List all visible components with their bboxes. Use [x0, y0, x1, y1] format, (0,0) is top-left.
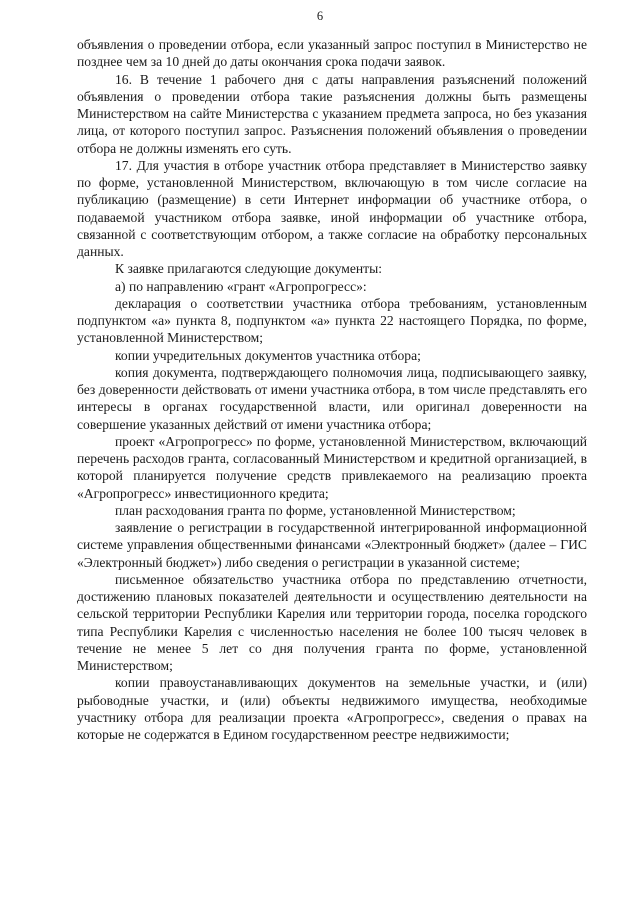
- paragraph-16: 16. В течение 1 рабочего дня с даты направления разъяснений положений объявления о проведении отбора такие разъяснения должны быть размещены Министерством на сайте Министерства с указанием предмета запроса, но без указания лица, от которого поступил запрос. Разъяснения положений объявления о проведении отбора не должны изменять его суть.: [77, 71, 587, 156]
- paragraph-founding-docs: копии учредительных документов участника отбора;: [115, 347, 421, 363]
- paragraph-spending-plan: план расходования гранта по форме, установленной Министерством;: [115, 502, 516, 518]
- paragraph-item-a: а) по направлению «грант «Агропрогресс»:: [115, 278, 367, 294]
- paragraph-project: проект «Агропрогресс» по форме, установленной Министерством, включающий перечень расходов гранта, согласованный Министерством и кредитной организацией, в которой планируется получение средств привлекаемого на реализацию проекта «Агропрогресс» инвестиционного кредита;: [77, 433, 587, 501]
- paragraph-title-docs: копии правоустанавливающих документов на земельные участки, и (или) рыбоводные участки, и (или) объекты недвижимого имущества, необходимые участнику отбора для реализации проекта «Агропрогресс», сведения о правах на которые не содержатся в Едином государственном реестре недвижимости;: [77, 675, 587, 742]
- paragraph-registration: заявление о регистрации в государственной интегрированной информационной системе управления общественными финансами «Электронный бюджет» (далее – ГИС «Электронный бюджет») либо сведения о регистрации в указанной системе;: [77, 520, 587, 570]
- paragraph-attachments-intro: К заявке прилагаются следующие документы:: [115, 261, 382, 277]
- paragraph-declaration: декларация о соответствии участника отбора требованиям, установленным подпунктом «а» пункта 8, подпунктом «а» пункта 22 настоящего Порядка, по форме, установленной Министерством;: [77, 295, 587, 346]
- paragraph-continuation: объявления о проведении отбора, если указанный запрос поступил в Министерство не позднее чем за 10 дней до даты окончания срока подачи заявок.: [77, 37, 587, 70]
- page-number: 6: [316, 9, 324, 23]
- paragraph-17: 17. Для участия в отборе участник отбора представляет в Министерство заявку по форме, установленной Министерством, включающую в том числе согласие на публикацию (размещение) в сети Интернет информации об участнике отбора, о подаваемой участником отбора заявке, иной информации об участнике отбора, связанной с соответствующим отбором, а также согласие на обработку персональных данных.: [77, 157, 587, 259]
- document-body: [77, 36, 587, 743]
- paragraph-authority-doc: копия документа, подтверждающего полномочия лица, подписывающего заявку, без доверенности действовать от имени участника отбора, в том числе представлять его интересы в органах государственной власти, или оригинал доверенности на совершение указанных действий от имени участника отбора;: [77, 364, 587, 432]
- paragraph-obligation: письменное обязательство участника отбора по представлению отчетности, достижению плановых показателей деятельности и осуществлению деятельности на сельской территории Республики Карелия или территории города, поселка городского типа Республики Карелия с численностью населения не более 100 тысяч человек в течение не менее 5 лет со дня получения гранта по форме, установленной Министерством;: [77, 571, 587, 673]
